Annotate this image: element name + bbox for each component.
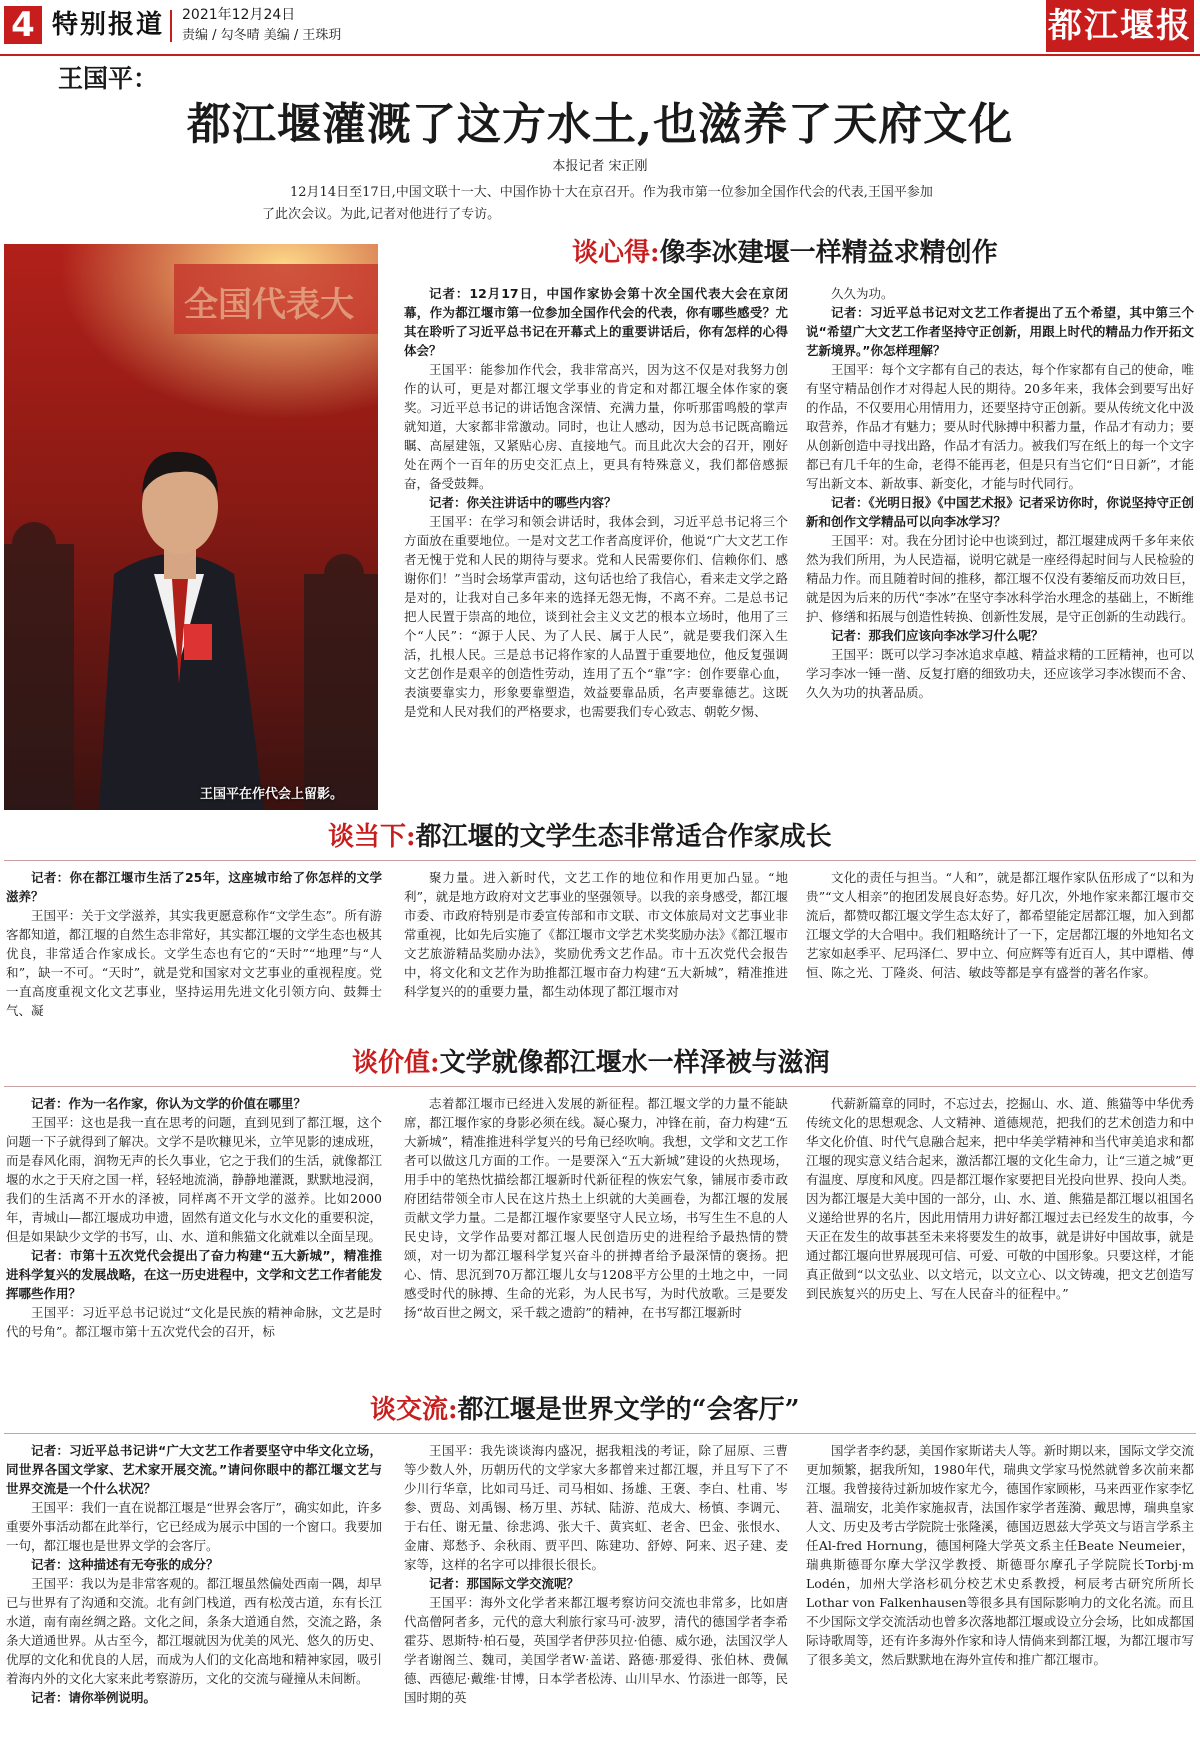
interview-answer: 代薪新篇章的同时，不忘过去，挖掘山、水、道、熊猫等中华优秀传统文化的思想观念、人文精神、道德规范，把我们的艺术创造力和中华文化价值、时代气息融合起来，把中华美学精神和当代审美追求和都江堰的现实意义结合起来，激活都江堰的文化生命力，让“三道之城”更有温度、厚度和风度。四是都江堰作家要把目光投向世界、投向人类。因为都江堰是大美中国的一部分，山、水、道、熊猫是都江堰以祖国名义递给世界的名片，因此用情用力讲好都江堰过去已经发生的故事，今天正在发生的故事甚至未来将要发生的故事，就是讲好中国故事，就是通过都江堰向世界展现可信、可爱、可敬的中国形象。只要这样，才能真正做到“以文弘业、以文培元，以文立心、以文铸魂，把文艺创造写到民族复兴的历史上、写在人民奋斗的征程中。” xyxy=(806,1096,1194,1301)
page-number: 4 xyxy=(4,6,42,44)
newspaper-masthead-logo: 都江堰报 xyxy=(1046,0,1194,52)
interview-question: 记者：那我们应该向李冰学习什么呢？ xyxy=(831,628,1044,643)
interview-question: 记者：习近平总书记对文艺工作者提出了五个希望，其中第三个说“希望广大文艺工作者坚持守正创新，用跟上时代的精品力作开拓文艺新境界。”你怎样理解？ xyxy=(806,305,1194,358)
interview-answer: 王国平：我先谈谈海内盛况，据我粗浅的考证，除了屈原、三曹等少数人外，历朝历代的文学家大多都曾来过都江堰，并且写下了不少川行华章，比如司马迁、司马相如、扬雄、王褒、李白、杜甫、岑参、贾岛、刘禹锡、杨万里、苏轼、陆游、范成大、杨慎、李调元、于右任、谢无量、徐悲鸿、张大千、黄宾虹、老舍、巴金、张恨水、金庸、郑愁予、余秋雨、贾平凹、陈建功、舒婷、阿来、迟子建、麦家等，这样的名字可以排很长很长。 xyxy=(404,1443,788,1572)
interview-question: 记者：习近平总书记讲“广大文艺工作者要坚守中华文化立场，同世界各国文学家、艺术家开展交流。”请问你眼中的都江堰文艺与世界交流是一个什么状况？ xyxy=(6,1443,382,1496)
header-divider xyxy=(170,10,172,42)
headline: 都江堰灌溉了这方水土,也滋养了天府文化 xyxy=(186,99,1014,150)
interview-answer: 王国平：在学习和领会讲话时，我体会到，习近平总书记将三个方面放在重要地位。一是对文艺工作者高度评价，他说“广大文艺工作者无愧于党和人民的期待与要求。党和人民需要你们、信赖你们、感谢你们！”当时会场掌声雷动，这句话也给了我信心，看来走文学之路是对的，让我对自己多年来的选择无怨无悔，不离不弃。二是总书记把人民置于崇高的地位，谈到社会主义文艺的根本立场时，他用了三个“人民”：“源于人民、为了人民、属于人民”，就是要我们深入生活，扎根人民。三是总书记将作家的人品置于重要地位，他反复强调文艺创作是艰辛的创造性劳动，连用了五个“靠”字：创作要靠心血，表演要靠实力，形象要靠塑造，效益要靠品质，名声要靠德艺。这既是党和人民对我们的严格要求，也需要我们专心致志、朝乾夕惕、 xyxy=(404,514,788,719)
issue-date: 2021年12月24日 xyxy=(182,7,296,23)
section-heading-4: 谈交流:都江堰是世界文学的“会客厅” xyxy=(370,1395,800,1425)
section-heading-3: 谈价值:文学就像都江堰水一样泽被与滋润 xyxy=(352,1048,830,1078)
interview-answer: 国学者李约瑟，美国作家斯诺夫人等。新时期以来，国际文学交流更加频繁，据我所知，1980年代，瑞典文学家马悦然就曾多次前来都江堰。我曾接待过新加坡作家尤今，德国作家顾彬，马来西亚作家李忆莙、温瑞安，北美作家施叔青，法国作家学者莲漪、戴思博，瑞典皇家人文、历史及考古学院院士张隆溪，德国迈恩兹大学英文与语言学系主任Al-fred Hornung，德国柯隆大学英文系主任Beate Neumeier，瑞典斯德哥尔摩大学汉学教授、斯德哥尔摩孔子学院院长Torbj·m Lodén，加州大学洛杉矶分校艺术史系教授，柯辰考古研究所所长Lothar von Falkenhausen等很多具有国际影响力的文化名流。而且不少国际文学交流活动也曾多次落地都江堰或设立分会场，比如成都国际诗歌周等，还有许多海外作家和诗人情倘来到都江堰，为都江堰市写了很多美文，然后默默地在海外宣传和推广都江堰市。 xyxy=(806,1443,1194,1667)
portrait-photo xyxy=(4,244,378,810)
interview-question: 记者：《光明日报》《中国艺术报》记者采访你时，你说坚持守正创新和创作文学精品可以向李冰学习？ xyxy=(806,495,1194,529)
interview-answer: 王国平：我们一直在说都江堰是“世界会客厅”，确实如此，许多重要外事活动都在此举行，它已经成为展示中国的一个窗口。我要加一句，都江堰也是世界文学的会客厅。 xyxy=(6,1500,382,1553)
editors-credit: 责编 / 勾冬晴 美编 / 王珠玥 xyxy=(182,28,342,43)
section-heading-2: 谈当下:都江堰的文学生态非常适合作家成长 xyxy=(328,822,832,852)
article-column xyxy=(806,1441,1194,1751)
article-column xyxy=(404,868,788,1038)
interview-question: 记者：请你举例说明。 xyxy=(31,1690,157,1705)
photo-caption: 王国平在作代会上留影。 xyxy=(200,787,344,802)
interview-question: 记者：那国际文学交流呢？ xyxy=(429,1576,580,1591)
interview-question: 记者：12月17日，中国作家协会第十次全国代表大会在京闭幕，作为都江堰市第一位参加全国作代会的代表，你有哪些感受？尤其在聆听了习近平总书记在开幕式上的重要讲话后，你有怎样的心得体会？ xyxy=(404,286,788,358)
banner-text: 全国代表大 xyxy=(184,285,354,325)
interview-answer: 王国平：能参加作代会，我非常高兴，因为这不仅是对我努力创作的认可，更是对都江堰文学事业的肯定和对都江堰全体作家的褒奖。习近平总书记的讲话饱含深情、充满力量，你听那雷鸣般的掌声就知道，大家都非常激动。同时，也让人感动，因为总书记既高瞻远瞩、高屋建瓴，又紧贴心房、直接地气。而且此次大会的召开，刚好处在两个一百年的历史交汇点上，更具有特殊意义，我们都倍感振奋，备受鼓舞。 xyxy=(404,362,788,491)
headline-kicker: 王国平： xyxy=(58,64,159,93)
article-column xyxy=(806,868,1194,1038)
article-column xyxy=(404,284,788,812)
article-column xyxy=(6,1094,382,1386)
article-column xyxy=(806,284,1194,812)
interview-answer: 王国平：对。我在分团讨论中也谈到过，都江堰建成两千多年来依然为我们所用，为人民造福，说明它就是一座经得起时间与人民检验的精品力作。而且随着时间的推移，都江堰不仅没有萎缩反而功效日巨，就是因为后来的历代“李冰”在坚守李冰科学治水理念的基础上，不断维护、修缮和拓展与创造性转换、创新性发展，是守正创新的生动践行。 xyxy=(806,533,1194,624)
interview-question: 记者：作为一名作家，你认为文学的价值在哪里？ xyxy=(31,1096,307,1111)
interview-answer: 文化的责任与担当。“人和”，就是都江堰作家队伍形成了“以和为贵”“文人相亲”的抱团发展良好态势。好几次，外地作家来都江堰市交流后，都赞叹都江堰文学生态太好了，都希望能定居都江堰，加入到都江堰文学的大合唱中。我们粗略统计了一下，定居都江堰的外地知名文艺家如赵季平、尼玛泽仁、罗中立、何应辉等有近百人，其中谭楷、傅恒、陈之光、丁隆炎、何洁、敏歧等都是享有盛誉的著名作家。 xyxy=(806,870,1194,980)
byline: 本报记者 宋正刚 xyxy=(552,159,648,174)
photo-illustration xyxy=(4,244,378,810)
interview-answer: 王国平：海外文化学者来都江堰考察访问交流也非常多，比如唐代高僧阿者多，元代的意大利旅行家马可·波罗，清代的德国学者李希霍芬、恩斯特·柏石曼，英国学者伊莎贝拉·伯德、威尔逊，法国汉学人学者谢阁兰、魏司，美国学者W·盖诺、路德·那爱得、张伯林、费佩德、西德尼·戴维·甘博，日本学者松涛、山川早水、竹添进一郎等，民国时期的英 xyxy=(404,1595,788,1705)
article-column xyxy=(404,1094,788,1386)
article-column xyxy=(6,1441,382,1751)
section-rule xyxy=(4,1433,1196,1434)
interview-answer: 王国平：这也是我一直在思考的问题，直到见到了都江堰，这个问题一下子就得到了解决。文学不是吹糠见米，立竿见影的速成班，而是春风化雨，润物无声的长久事业，它之于我们的生活，就像都江堰的水之于天府之国一样，轻轻地流淌，静静地灌溉，默默地浸润，我们的生活离不开水的泽被，同样离不开文学的滋养。比如2000年，青城山—都江堰成功申遗，固然有道文化与水文化的重要积淀，但是如果缺少文学的书写，山、水、道和熊猫文化就难以全面呈现。 xyxy=(6,1115,382,1244)
interview-answer: 久久为功。 xyxy=(831,286,894,301)
interview-answer: 志着都江堰市已经进入发展的新征程。都江堰文学的力量不能缺席，都江堰作家的身影必须在线。凝心聚力，冲锋在前，奋力构建“五大新城”，精准推进科学复兴的号角已经吹响。我想，文学和文艺工作者可以做这几方面的工作。一是要深入“五大新城”建设的火热现场，用手中的笔热忱描绘都江堰新时代新征程的恢宏气象，铺展市委市政府团结带领全市人民在这片热土上织就的大美画卷，为都江堰的发展贡献文学力量。二是都江堰作家要坚守人民立场，书写生生不息的人民史诗，文学作品要对都江堰人民创造历史的进程给予最热情的赞颂，对一切为都江堰科学复兴奋斗的拼搏者给予最深情的褒扬。把心、情、思沉到70万都江堰儿女与1208平方公里的土地之中，一同感受时代的脉搏、生命的光彩，为人民书写，为时代放歌。三是要发扬“故百世之阙文，采千载之遗韵”的精神，在书写都江堰新时 xyxy=(404,1096,788,1320)
interview-question: 记者：你在都江堰市生活了25年，这座城市给了你怎样的文学滋养？ xyxy=(6,870,382,904)
header-rule xyxy=(0,54,1200,56)
interview-answer: 王国平：关于文学滋养，其实我更愿意称作“文学生态”。所有游客都知道，都江堰的自然生态非常好，其实都江堰的文学生态也极其优良，非常适合作家成长。文学生态也有它的“天时”“地理”与“人和”，缺一不可。“天时”，就是党和国家对文艺事业的重视程度。党一直高度重视文化文艺事业，坚持运用先进文化引领方向、鼓舞士气、凝 xyxy=(6,908,382,1018)
section-rule xyxy=(4,860,1196,861)
delegate-badge xyxy=(184,624,212,660)
section-name: 特别报道 xyxy=(52,10,165,40)
interview-answer: 王国平：既可以学习李冰追求卓越、精益求精的工匠精神，也可以学习李冰一锤一凿、反复打磨的细致功夫，还应该学习李冰锲而不舍、久久为功的执著品质。 xyxy=(806,647,1194,700)
interview-answer: 聚力量。进入新时代，文艺工作的地位和作用更加凸显。“地利”，就是地方政府对文艺事业的坚强领导。以我的亲身感受，都江堰市委、市政府特别是市委宣传部和市文联、市文体旅局对文艺事业非常重视，比如先后实施了《都江堰市文学艺术奖奖励办法》《都江堰市文艺旅游精品奖励办法》，奖励优秀文艺作品。市十五次党代会报告中，将文化和文艺作为助推都江堰市奋力构建“五大新城”，精准推进科学复兴的的重要力量，都生动体现了都江堰市对 xyxy=(404,870,788,999)
interview-question: 记者：你关注讲话中的哪些内容？ xyxy=(429,495,617,510)
interview-answer: 王国平：习近平总书记说过“文化是民族的精神命脉，文艺是时代的号角”。都江堰市第十五次党代会的召开，标 xyxy=(6,1305,382,1339)
interview-answer: 王国平：每个文字都有自己的表达，每个作家都有自己的使命，唯有坚守精品创作才对得起人民的期待。20多年来，我体会到要写出好的作品，不仅要用心用情用力，还要坚持守正创新。要从传统文化中汲取营养，作品才有魅力；要从时代脉搏中积蓄力量，作品才有动力；要从创新创造中寻找出路，作品才有活力。被我们写在纸上的每一个文字都已有几千年的生命，老得不能再老，但是只有当它们“日日新”，才能写出新文本、新故事、新变化，才能与时代同行。 xyxy=(806,362,1194,491)
interview-question: 记者：这种描述有无夸张的成分？ xyxy=(31,1557,219,1572)
article-column xyxy=(806,1094,1194,1386)
section-rule xyxy=(4,1086,1196,1087)
article-column xyxy=(404,1441,788,1751)
interview-question: 记者：市第十五次党代会提出了奋力构建“五大新城”，精准推进科学复兴的发展战略，在这一历史进程中，文学和文艺工作者能发挥哪些作用？ xyxy=(6,1248,382,1301)
section-heading-1: 谈心得:像李冰建堰一样精益求精创作 xyxy=(572,238,998,268)
article-column xyxy=(6,868,382,1038)
interview-answer: 王国平：我以为是非常客观的。都江堰虽然偏处西南一隅，却早已与世界有了沟通和交流。北有剑门栈道，西有松茂古道，东有长江水道，南有南丝绸之路。文化之间，条条大道通自然，交流之路，条条大道通世界。从古至今，都江堰就因为优美的风光、悠久的历史、优厚的文化和优良的人居，而成为人们的文化高地和精神家园，吸引着海内外的文化大家来此考察游历，文化的交流与碰撞从未间断。 xyxy=(6,1576,382,1686)
intro-paragraph: 12月14日至17日,中国文联十一大、中国作协十大在京召开。作为我市第一位参加全国作代会的代表,王国平参加了此次会议。为此,记者对他进行了专访。 xyxy=(262,185,933,222)
